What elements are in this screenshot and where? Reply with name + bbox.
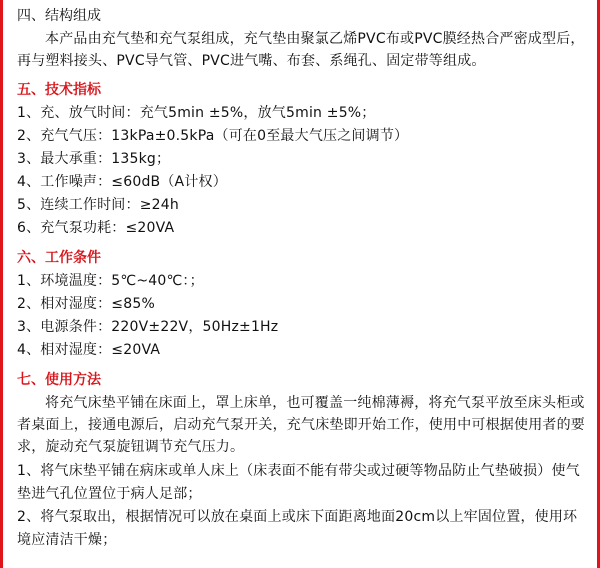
list-item: 2、相对湿度：≤85%	[17, 296, 155, 312]
list-item: 3、最大承重：135kg；	[17, 151, 171, 167]
list-item: 6、充气泵功耗：≤20VA	[17, 220, 175, 236]
usage-paragraph: 将充气床垫平铺在床面上，罩上床单，也可覆盖一纯棉薄褥，将充气泵平放至床头柜或者桌面上，接通电源后，启动充气泵开关，充气床垫即开始工作，使用中可根据使用者的要求，旋动充气泵旋钮调节充气压力。	[17, 395, 585, 455]
tech-specs-list	[3, 102, 597, 240]
section-title-working-conditions: 六、工作条件	[17, 250, 101, 266]
list-item: 4、相对湿度：≤20VA	[17, 342, 161, 358]
list-item: 3、电源条件：220V±22V，50Hz±1Hz	[17, 319, 279, 335]
section-tech-specs	[3, 78, 597, 240]
list-item: 4、工作噪声：≤60dB（A计权）	[17, 174, 227, 190]
list-item: 2、将气泵取出，根据情况可以放在桌面上或床下面距离地面20cm以上牢固位置，使用环境应清洁干燥；	[17, 509, 578, 548]
list-item: 2、充气气压：13kPa±0.5kPa（可在0至最大气压之间调节）	[17, 128, 409, 144]
list-item: 1、环境温度：5℃~40℃：；	[17, 273, 204, 289]
list-item: 1、将气床垫平铺在病床或单人床上（床表面不能有带尖或过硬等物品防止气垫破损）使气垫进气孔位置位于病人足部；	[17, 463, 580, 502]
section-title-tech-specs: 五、技术指标	[17, 82, 101, 98]
structure-paragraph: 本产品由充气垫和充气泵组成，充气垫由聚氯乙烯PVC布或PVC膜经热合严密成型后，再与塑料接头、PVC导气管、PVC进气嘴、布套、系绳孔、固定带等组成。	[17, 31, 585, 69]
section-structure	[3, 4, 597, 72]
working-conditions-list	[3, 270, 597, 362]
section-usage	[3, 368, 597, 552]
section-title-usage: 七、使用方法	[17, 372, 101, 388]
list-item: 1、充、放气时间：充气5min ±5%，放气5min ±5%；	[17, 105, 376, 121]
list-item: 5、连续工作时间：≥24h	[17, 197, 179, 213]
usage-steps-list	[3, 460, 597, 552]
section-title-structure: 四、结构组成	[17, 8, 101, 24]
section-working-conditions	[3, 246, 597, 362]
